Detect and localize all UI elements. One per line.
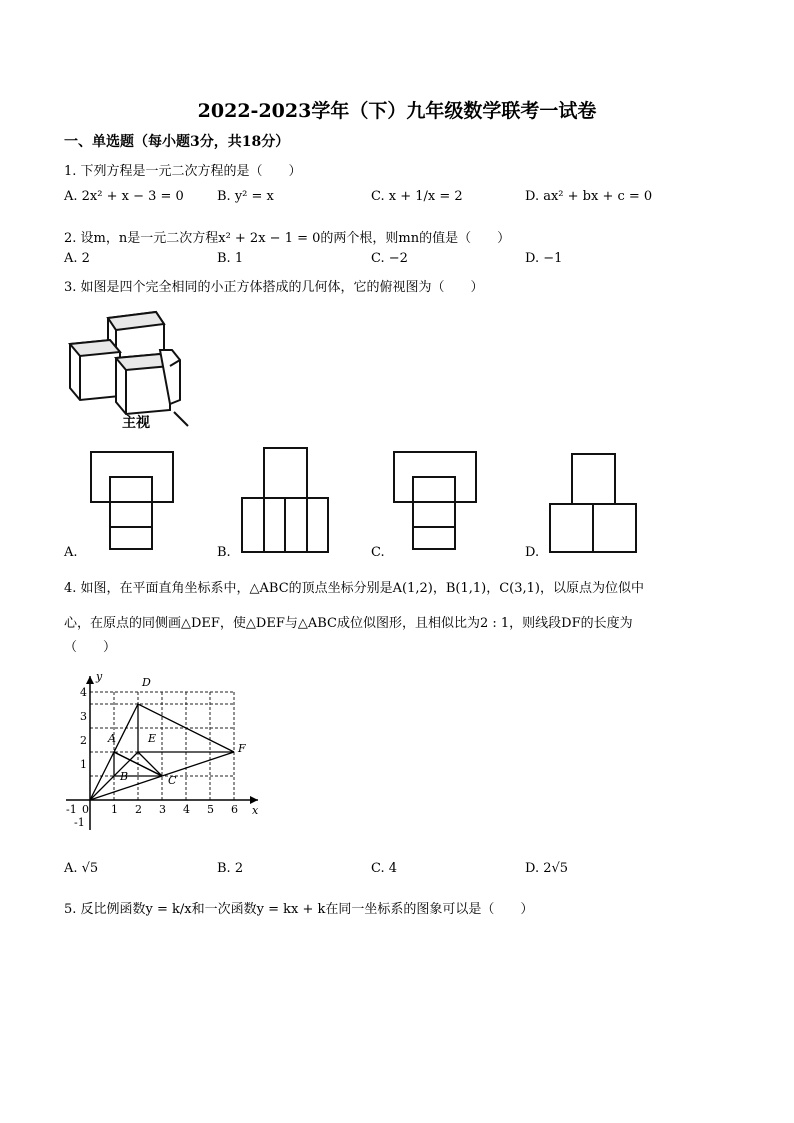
x-tick-label: 1 xyxy=(111,803,118,816)
q4-option-a: A. √5 xyxy=(64,861,99,876)
question-3-stem: 3. 如图是四个完全相同的小正方体搭成的几何体，它的俯视图为（ ） xyxy=(64,280,484,295)
point-label-f: F xyxy=(238,742,246,755)
q3-option-a: A. xyxy=(64,545,78,560)
q3-option-c: C. xyxy=(371,545,385,560)
x-tick-label: -1 xyxy=(66,803,77,816)
section-heading: 一、单选题（每小题3分，共18分） xyxy=(64,134,290,150)
point-label-b: B xyxy=(120,770,129,783)
page-title: 2022-2023学年（下）九年级数学联考一试卷 xyxy=(197,100,597,122)
x-tick-label: 5 xyxy=(207,803,214,816)
q2-option-d: D. −1 xyxy=(525,251,563,266)
y-tick-label: 3 xyxy=(80,710,87,723)
question-1-stem: 1. 下列方程是一元二次方程的是（ ） xyxy=(64,164,302,179)
y-tick-label: -1 xyxy=(74,816,85,829)
q3-option-a-figure xyxy=(90,450,180,552)
cube-stack-figure xyxy=(64,300,194,432)
q3-option-b-figure xyxy=(240,446,332,554)
y-tick-label: 4 xyxy=(80,686,87,699)
x-axis-label: x xyxy=(252,804,259,817)
q1-option-d: D. ax² + bx + c = 0 xyxy=(525,189,653,204)
q4-option-d: D. 2√5 xyxy=(525,861,569,876)
q3-option-c-figure xyxy=(393,450,483,552)
point-label-e: E xyxy=(148,732,157,745)
x-tick-label: 2 xyxy=(135,803,142,816)
x-tick-label: 3 xyxy=(159,803,166,816)
y-tick-label: 1 xyxy=(80,758,87,771)
question-5-stem: 5. 反比例函数y = k/x和一次函数y = kx + k在同一坐标系的图象可以是（ ） xyxy=(64,902,534,917)
q2-option-b: B. 1 xyxy=(217,251,244,266)
figure-label: 主视 xyxy=(122,415,150,431)
x-tick-label: 4 xyxy=(183,803,190,816)
q3-option-d: D. xyxy=(525,545,540,560)
q2-option-a: A. 2 xyxy=(64,251,90,266)
x-tick-label: 6 xyxy=(231,803,238,816)
q3-option-b: B. xyxy=(217,545,231,560)
q4-option-c: C. 4 xyxy=(371,861,398,876)
x-tick-label: 0 xyxy=(82,803,89,816)
q2-option-c: C. −2 xyxy=(371,251,408,266)
coordinate-graph xyxy=(62,670,272,840)
point-label-d: D xyxy=(142,676,151,689)
y-axis-label: y xyxy=(96,670,103,683)
q1-option-c: C. x + 1/x = 2 xyxy=(371,189,463,204)
q4-option-b: B. 2 xyxy=(217,861,244,876)
question-2-stem: 2. 设m，n是一元二次方程x² + 2x − 1 = 0的两个根，则mn的值是（ ） xyxy=(64,231,511,246)
point-label-c: C xyxy=(168,774,177,787)
question-4-stem-line3: （ ） xyxy=(64,640,117,655)
question-4-stem-line2: 心，在原点的同侧画△DEF，使△DEF与△ABC成位似图形，且相似比为2 : 1，则线段DF的长度为 xyxy=(64,616,633,631)
point-label-a: A xyxy=(108,732,116,745)
q3-option-d-figure xyxy=(548,452,640,554)
q1-option-b: B. y² = x xyxy=(217,189,274,204)
question-4-stem-line1: 4. 如图，在平面直角坐标系中，△ABC的顶点坐标分别是A(1,2)，B(1,1)，C(3,1)，以原点为位似中 xyxy=(64,581,645,596)
q1-option-a: A. 2x² + x − 3 = 0 xyxy=(64,189,184,204)
y-tick-label: 2 xyxy=(80,734,87,747)
